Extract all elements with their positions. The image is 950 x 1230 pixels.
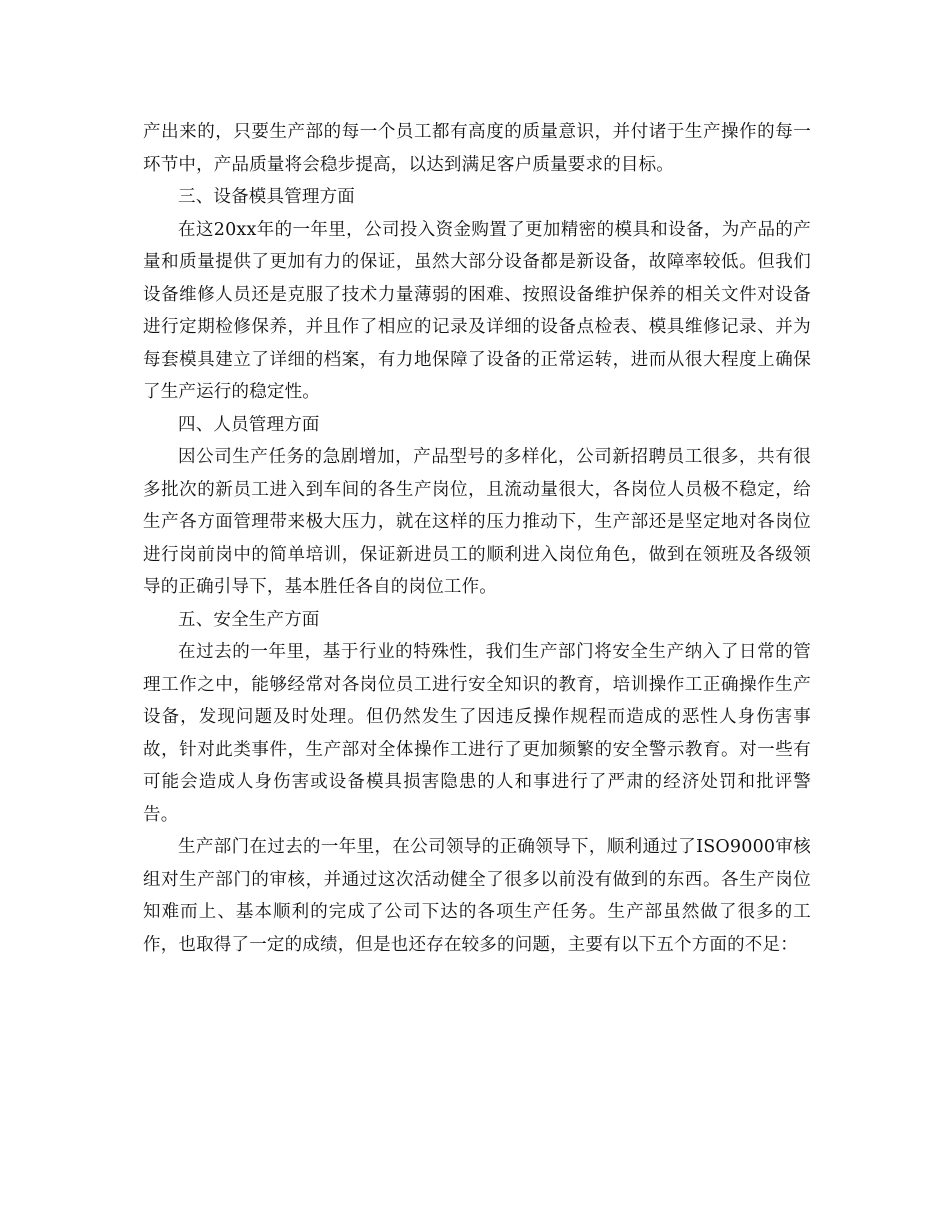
paragraph-quality-continuation: 产出来的，只要生产部的每一个员工都有高度的质量意识，并付诸于生产操作的每一环节中，产品质量将会稳步提高，以达到满足客户质量要求的目标。 (143, 122, 811, 175)
section-heading-personnel: 四、人员管理方面 (178, 414, 320, 435)
paragraph-personnel: 因公司生产任务的急剧增加，产品型号的多样化，公司新招聘员工很多，共有很多批次的新员工进入到车间的各生产岗位，且流动量很大，各岗位人员极不稳定，给生产各方面管理带来极大压力，就在这样的压力推动下，生产部还是坚定地对各岗位进行岗前岗中的简单培训，保证新进员工的顺利进入岗位角色，做到在领班及各级领导的正确引导下，基本胜任各自的岗位工作。 (143, 447, 811, 597)
document-body (143, 116, 811, 961)
section-heading-safety: 五、安全生产方面 (178, 609, 320, 630)
section-heading-equipment: 三、设备模具管理方面 (178, 187, 355, 207)
paragraph-summary: 生产部门在过去的一年里，在公司领导的正确领导下，顺利通过了ISO9000审核组对生产部门的审核，并通过这次活动健全了很多以前没有做到的东西。各生产岗位知难而上、基本顺利的完成了公司下达的各项生产任务。生产部虽然做了很多的工作，也取得了一定的成绩，但是也还存在较多的问题，主要有以下五个方面的不足： (143, 837, 811, 955)
paragraph-safety: 在过去的一年里，基于行业的特殊性，我们生产部门将安全生产纳入了日常的管理工作之中，能够经常对各岗位员工进行安全知识的教育，培训操作工正确操作生产设备，发现问题及时处理。但仍然发生了因违反操作规程而造成的恶性人身伤害事故，针对此类事件，生产部对全体操作工进行了更加频繁的安全警示教育。对一些有可能会造成人身伤害或设备模具损害隐患的人和事进行了严肃的经济处罚和批评警告。 (143, 642, 811, 825)
paragraph-equipment: 在这20xx年的一年里，公司投入资金购置了更加精密的模具和设备，为产品的产量和质量提供了更加有力的保证，虽然大部分设备都是新设备，故障率较低。但我们设备维修人员还是克服了技术力量薄弱的困难、按照设备维护保养的相关文件对设备进行定期检修保养，并且作了相应的记录及详细的设备点检表、模具维修记录、并为每套模具建立了详细的档案，有力地保障了设备的正常运转，进而从很大程度上确保了生产运行的稳定性。 (143, 219, 811, 402)
